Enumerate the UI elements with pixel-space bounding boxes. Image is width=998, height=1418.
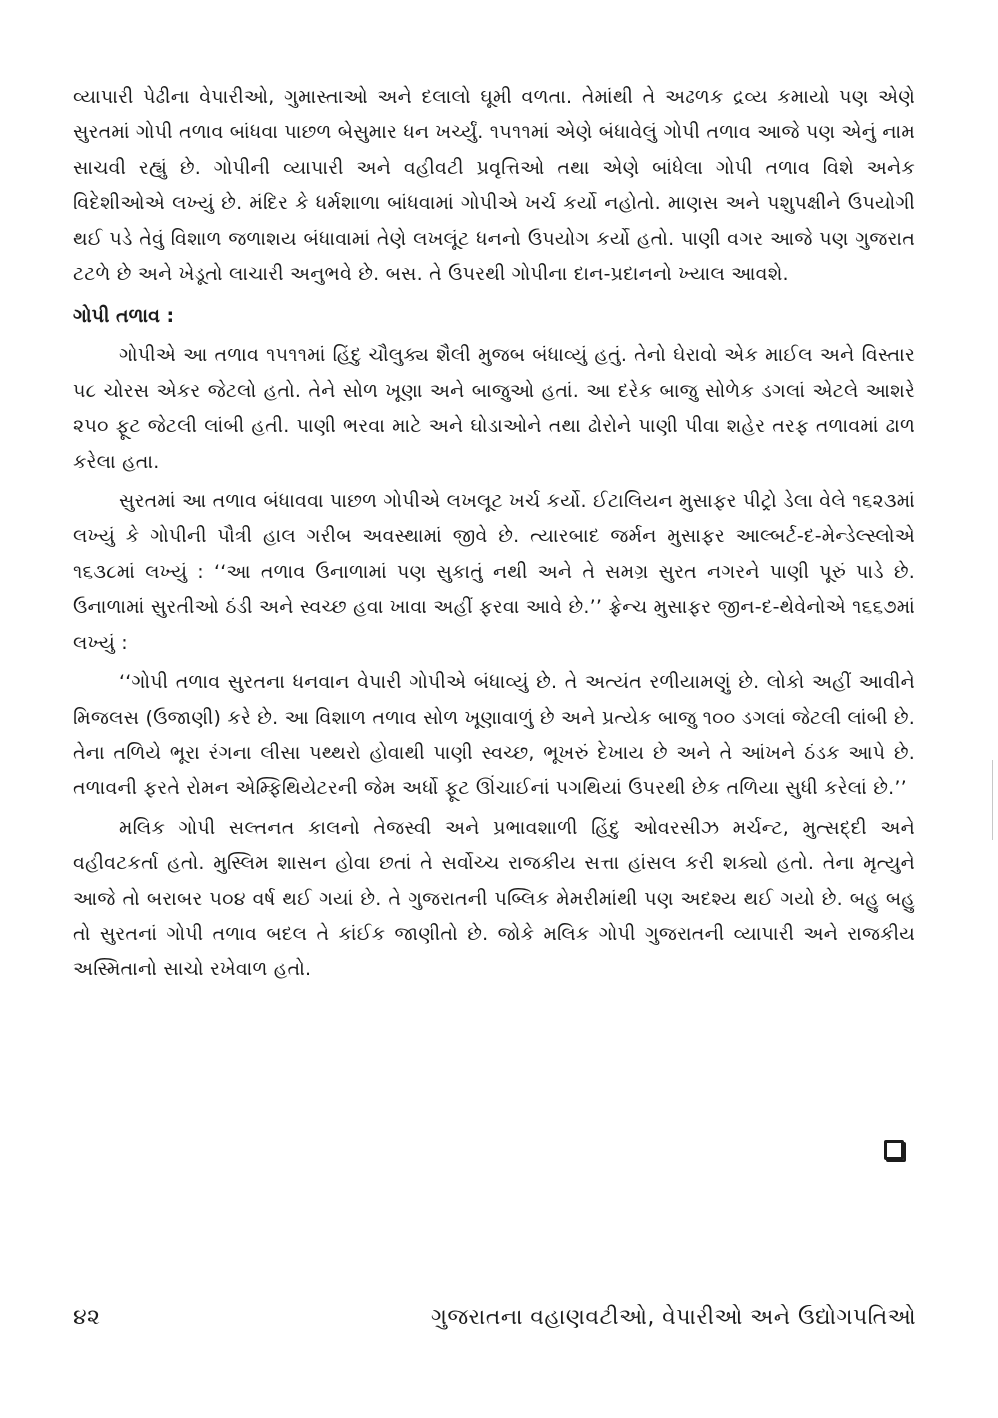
page-edge-mark — [992, 760, 993, 840]
book-title: ગુજરાતના વહાણવટીઓ, વેપારીઓ અને ઉદ્યોગપતિઓ — [430, 1305, 916, 1330]
section-heading: ગોપી તળાવ : — [73, 305, 175, 328]
page-footer — [73, 1305, 916, 1330]
paragraph-conclusion: મલિક ગોપી સલ્તનત કાલનો તેજસ્વી અને પ્રભાવશાળી હિંદુ ઓવરસીઝ મર્ચન્ટ, મુત્સદ્દી અને વહીવટકર્તા હતો. મુસ્લિમ શાસન હોવા છતાં તે સર્વોચ્ચ રાજકીય સત્તા હાંસલ કરી શક્યો હતો. તેના મૃત્યુને આજે તો બરાબર ૫૦૪ વર્ષ થઈ ગયાં છે. તે ગુજરાતની પબ્લિક મેમરીમાંથી પણ અદશ્ય થઈ ગયો છે. બહુ બહુ તો સુરતનાં ગોપી તળાવ બદલ તે કાંઈક જાણીતો છે. જોકે મલિક ગોપી ગુજરાતની વ્યાપારી અને રાજકીય અસ્મિતાનો સાચો રખેવાળ હતો. — [73, 816, 915, 981]
paragraph-lake-description: ગોપીએ આ તળાવ ૧૫૧૧માં હિંદુ ચૌલુક્ય શૈલી મુજબ બંધાવ્યું હતું. તેનો ઘેરાવો એક માઈલ અને વિસ્તાર ૫૮ ચોરસ એકર જેટલો હતો. તેને સોળ ખૂણા અને બાજુઓ હતાં. આ દરેક બાજુ સોળેક ડગલાં એટલે આશરે ૨૫૦ ફૂટ જેટલી લાંબી હતી. પાણી ભરવા માટે અને ઘોડાઓને તથા ઢોરોને પાણી પીવા શહેર તરફ તળાવમાં ઢાળ કરેલા હતા. — [73, 344, 915, 473]
paragraph-quote: ‘‘ગોપી તળાવ સુરતના ધનવાન વેપારી ગોપીએ બંધાવ્યું છે. તે અત્યંત રળીયામણું છે. લોકો અહીં આવીને મિજલસ (ઉજાણી) કરે છે. આ વિશાળ તળાવ સોળ ખૂણાવાળું છે અને પ્રત્યેક બાજુ ૧૦૦ ડગલાં જેટલી લાંબી છે. તેના તળિયે ભૂરા રંગના લીસા પથ્થરો હોવાથી પાણી સ્વચ્છ, ભૂખરું દેખાય છે અને તે આંખને ઠંડક આપે છે. તળાવની ફરતે રોમન એમ્ફિથિયેટરની જેમ અર્ધો ફૂટ ઊંચાઈનાં પગથિયાં ઉપરથી છેક તળિયા સુધી કરેલાં છે.’’ — [73, 671, 915, 800]
paragraph-travellers: સુરતમાં આ તળાવ બંધાવવા પાછળ ગોપીએ લખલૂટ ખર્ચ કર્યો. ઈટાલિયન મુસાફર પીટ્રો ડેલા વેલે ૧૬૨૩માં લખ્યું કે ગોપીની પૌત્રી હાલ ગરીબ અવસ્થામાં જીવે છે. ત્યારબાદ જર્મન મુસાફર આલ્બર્ટ-દ-મેન્ડેલ્સ્લોએ ૧૬૩૮માં લખ્યું : ‘‘આ તળાવ ઉનાળામાં પણ સુકાતું નથી અને તે સમગ્ર સુરત નગરને પાણી પૂરું પાડે છે. ઉનાળામાં સુરતીઓ ઠંડી અને સ્વચ્છ હવા ખાવા અહીં ફરવા આવે છે.’’ ફ્રેન્ચ મુસાફર જીન-દ-થેવેનોએ ૧૬૬૭માં લખ્યું : — [73, 490, 915, 654]
page-number: ૪૨ — [73, 1305, 101, 1330]
page-body — [73, 80, 915, 988]
square-end-mark-icon — [884, 1140, 904, 1160]
paragraph-intro: વ્યાપારી પેઢીના વેપારીઓ, ગુમાસ્તાઓ અને દલાલો ઘૂમી વળતા. તેમાંથી તે અઢળક દ્રવ્ય કમાયો પણ એણે સુરતમાં ગોપી તળાવ બાંધવા પાછળ બેસુમાર ધન ખર્ચ્યું. ૧૫૧૧માં એણે બંધાવેલું ગોપી તળાવ આજે પણ એનું નામ સાચવી રહ્યું છે. ગોપીની વ્યાપારી અને વહીવટી પ્રવૃત્તિઓ તથા એણે બાંધેલા ગોપી તળાવ વિશે અનેક વિદેશીઓએ લખ્યું છે. મંદિર કે ધર્મશાળા બાંધવામાં ગોપીએ ખર્ચ કર્યો નહોતો. માણસ અને પશુપક્ષીને ઉપયોગી થઈ પડે તેવું વિશાળ જળાશય બંધાવામાં તેણે લખલૂંટ ધનનો ઉપયોગ કર્યો હતો. પાણી વગર આજે પણ ગુજરાત ટટળે છે અને ખેડૂતો લાચારી અનુભવે છે. બસ. તે ઉપરથી ગોપીના દાન-પ્રદાનનો ખ્યાલ આવશે. — [73, 86, 915, 286]
